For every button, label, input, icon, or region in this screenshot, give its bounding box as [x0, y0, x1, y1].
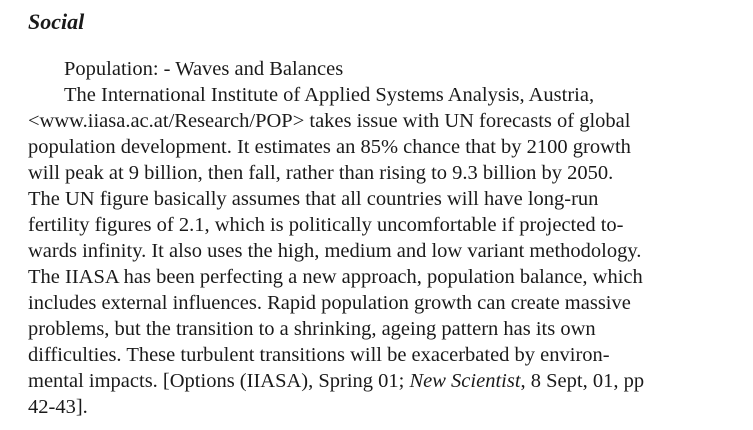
- body-line: population development. It estimates an 85% chance that by 2100 growth: [28, 136, 631, 158]
- article-body: [28, 82, 728, 420]
- section-heading: Social: [28, 9, 85, 34]
- body-line-last: 42-43].: [28, 396, 88, 418]
- body-line: fertility figures of 2.1, which is politically uncomfortable if projected to-: [28, 214, 624, 236]
- body-line-citation: [28, 368, 728, 394]
- citation-journal: New Scientist: [409, 370, 521, 392]
- article-title: Population: - Waves and Balances: [64, 58, 344, 80]
- body-line: wards infinity. It also uses the high, medium and low variant methodology.: [28, 240, 642, 262]
- body-line: difficulties. These turbulent transitions will be exacerbated by environ-: [28, 344, 610, 366]
- body-line: problems, but the transition to a shrinking, ageing pattern has its own: [28, 318, 596, 340]
- body-line: The UN figure basically assumes that all countries will have long-run: [28, 188, 599, 210]
- body-line: The International Institute of Applied Systems Analysis, Austria,: [64, 84, 595, 106]
- body-line: includes external influences. Rapid population growth can create massive: [28, 292, 631, 314]
- citation-prefix: mental impacts. [Options (IIASA), Spring 01;: [28, 370, 410, 392]
- body-line: will peak at 9 billion, then fall, rather than rising to 9.3 billion by 2050.: [28, 162, 614, 184]
- body-line: The IIASA has been perfecting a new approach, population balance, which: [28, 266, 643, 288]
- body-line: <www.iiasa.ac.at/Research/POP> takes issue with UN forecasts of global: [28, 110, 631, 132]
- citation-details: , 8 Sept, 01, pp: [520, 370, 645, 392]
- document-page: [28, 0, 728, 420]
